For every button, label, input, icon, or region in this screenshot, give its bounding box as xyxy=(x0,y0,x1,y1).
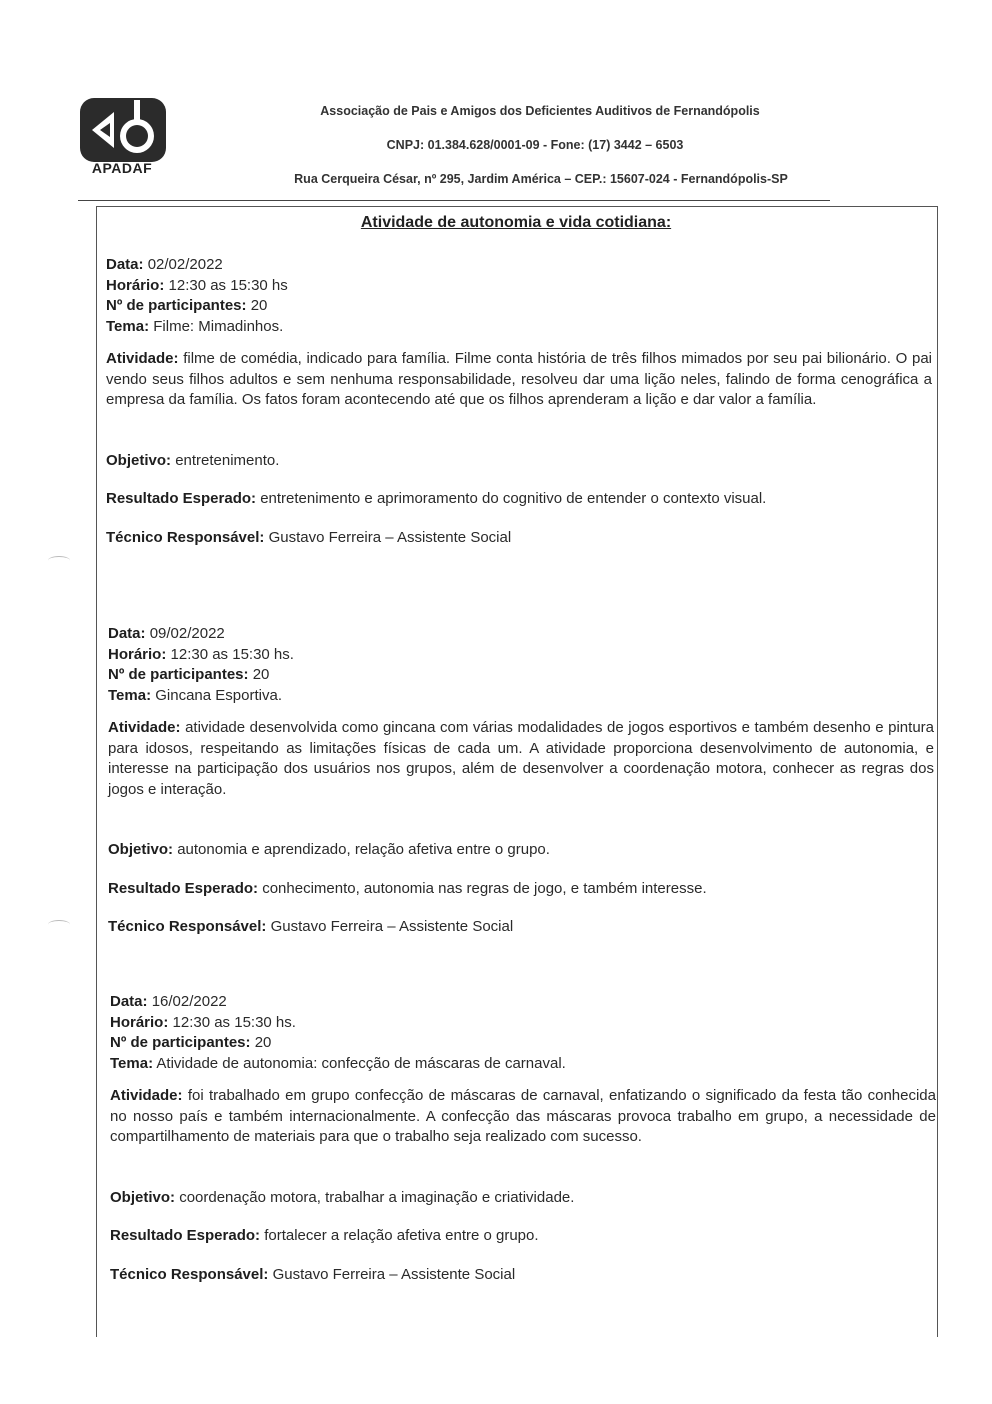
responsible-label: Técnico Responsável: xyxy=(108,918,267,935)
responsible-label: Técnico Responsável: xyxy=(110,1265,269,1283)
entry-participants: 20 xyxy=(252,666,270,683)
entry-date: 16/02/2022 xyxy=(151,993,227,1010)
entry-objective: autonomia e aprendizado, relação afetiva entre o grupo. xyxy=(177,841,550,858)
document-title: Atividade de autonomia e vida cotidiana: xyxy=(360,214,672,231)
time-label: Horário: xyxy=(106,276,165,294)
entry-time: 12:30 as 15:30 hs xyxy=(168,276,288,294)
activity-entry xyxy=(108,624,934,938)
org-address: Rua Cerqueira César, nº 295, Jardim América – CEP.: 15607-024 - Fernandópolis-SP xyxy=(294,172,788,186)
date-label: Data: xyxy=(110,993,148,1010)
entry-participants: 20 xyxy=(250,297,268,314)
objective-label: Objetivo: xyxy=(108,841,174,858)
theme-label: Tema: xyxy=(110,1054,154,1072)
participants-label: Nº de participantes: xyxy=(106,297,247,314)
objective-label: Objetivo: xyxy=(110,1188,176,1206)
entry-activity: filme de comédia, indicado para família. Filme conta história de três filhos mimados por seu pai bilionário. O pai vendo seus filhos adultos e sem nenhuma responsabilidade, resolveu dar uma lição neles, falindo de forma cenográfica a empresa da família. Os fatos foram acontecendo até que os filhos aprenderam a lição e dar valor a família. xyxy=(106,350,932,408)
objective-label: Objetivo: xyxy=(106,451,172,469)
entry-theme: Filme: Mimadinhos. xyxy=(153,317,284,335)
scan-mark xyxy=(48,556,70,565)
theme-label: Tema: xyxy=(106,317,150,335)
activity-entry xyxy=(110,992,936,1285)
entry-theme: Gincana Esportiva. xyxy=(155,686,282,704)
entry-responsible: Gustavo Ferreira – Assistente Social xyxy=(270,918,514,935)
entry-expected: entretenimento e aprimoramento do cognitivo de entender o contexto visual. xyxy=(260,490,767,507)
entry-date: 09/02/2022 xyxy=(149,625,225,642)
entry-expected: conhecimento, autonomia nas regras de jogo, e também interesse. xyxy=(262,879,707,897)
entry-time: 12:30 as 15:30 hs. xyxy=(172,1013,296,1031)
org-contact: CNPJ: 01.384.628/0001-09 - Fone: (17) 3442 – 6503 xyxy=(386,138,684,152)
expected-label: Resultado Esperado: xyxy=(106,490,257,507)
entry-expected: fortalecer a relação afetiva entre o grupo. xyxy=(264,1227,539,1244)
activity-label: Atividade: xyxy=(110,1087,183,1104)
entry-time: 12:30 as 15:30 hs. xyxy=(170,645,294,663)
entry-objective: entretenimento. xyxy=(175,451,280,469)
responsible-label: Técnico Responsável: xyxy=(106,528,265,546)
time-label: Horário: xyxy=(108,645,167,663)
entry-responsible: Gustavo Ferreira – Assistente Social xyxy=(268,528,512,546)
activity-entry xyxy=(106,255,932,548)
time-label: Horário: xyxy=(110,1013,169,1031)
participants-label: Nº de participantes: xyxy=(108,666,249,683)
expected-label: Resultado Esperado: xyxy=(108,879,259,897)
entry-date: 02/02/2022 xyxy=(147,256,223,273)
theme-label: Tema: xyxy=(108,686,152,704)
entry-activity: atividade desenvolvida como gincana com várias modalidades de jogos esportivos e também desenho e pintura para idosos, respeitando as limitações físicas de cada um. A atividade proporciona desenvolvimento de autonomia, e interesse na participação dos usuários nos grupos, além de desenvolver a coordenação motora, conhecer as regras dos jogos e interação. xyxy=(108,719,934,798)
entry-responsible: Gustavo Ferreira – Assistente Social xyxy=(272,1265,516,1283)
date-label: Data: xyxy=(106,256,144,273)
entry-participants: 20 xyxy=(254,1034,272,1051)
activity-label: Atividade: xyxy=(106,350,179,367)
expected-label: Resultado Esperado: xyxy=(110,1227,261,1244)
entry-theme: Atividade de autonomia: confecção de máscaras de carnaval. xyxy=(156,1054,566,1072)
org-name: Associação de Pais e Amigos dos Deficientes Auditivos de Fernandópolis xyxy=(320,104,760,118)
header-divider xyxy=(78,200,830,201)
participants-label: Nº de participantes: xyxy=(110,1034,251,1051)
date-label: Data: xyxy=(108,625,146,642)
scan-mark xyxy=(48,920,70,929)
entry-objective: coordenação motora, trabalhar a imaginação e criatividade. xyxy=(179,1188,575,1206)
activity-label: Atividade: xyxy=(108,719,181,736)
entry-activity: foi trabalhado em grupo confecção de máscaras de carnaval, enfatizando o significado da festa tão conhecida no nosso país e também internacionalmente. A confecção das máscaras provoca trabalho em grupo, a necessidade de compartilhamento de materiais para que o trabalho seja realizado com sucesso. xyxy=(110,1087,936,1145)
logo-text: APADAF xyxy=(91,160,153,176)
